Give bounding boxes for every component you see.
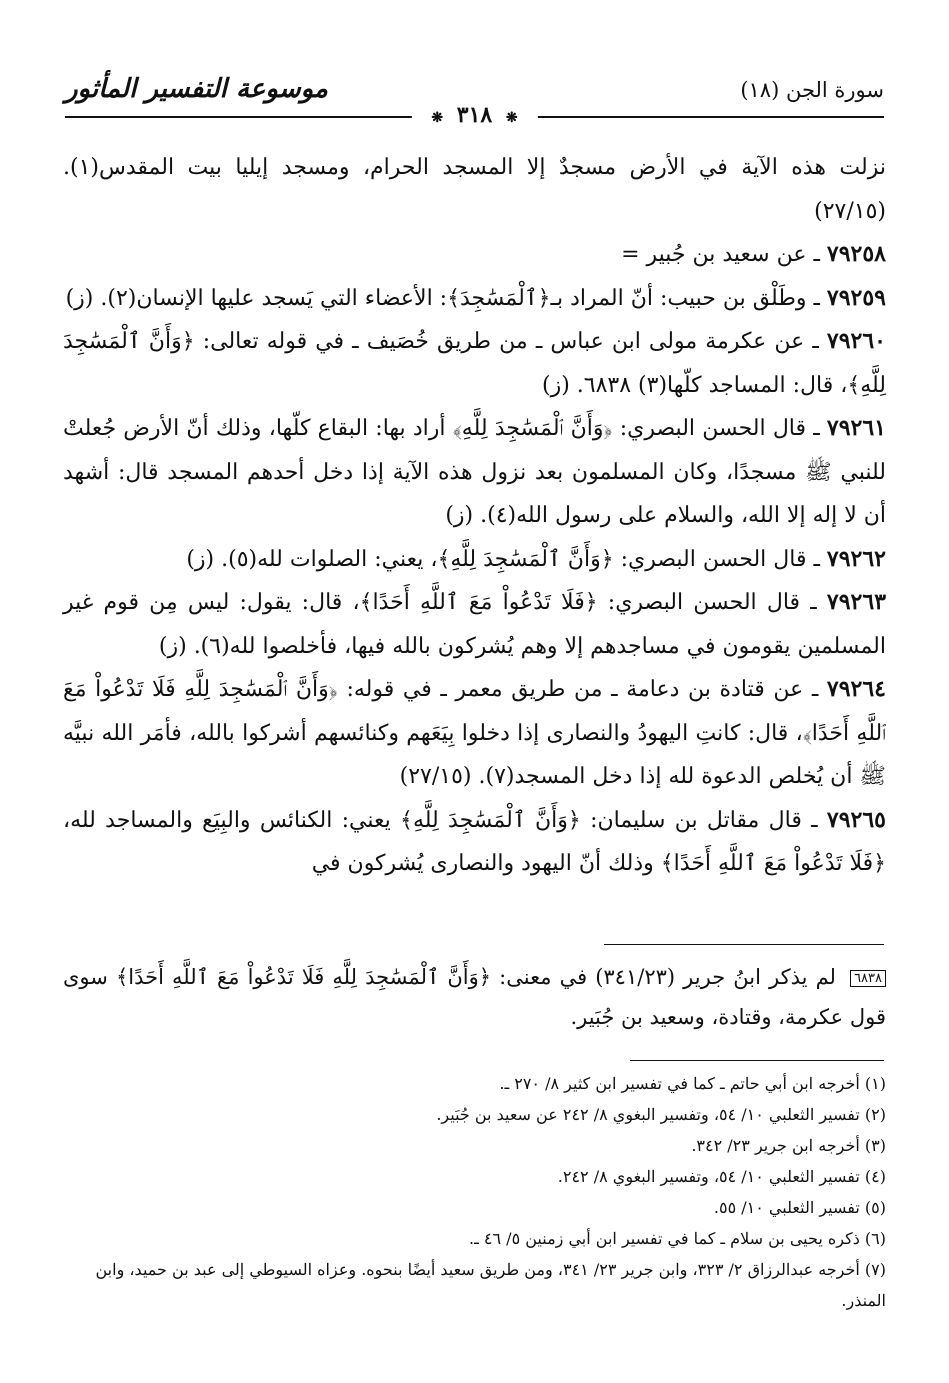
ornament-icon: ❋ (505, 110, 518, 126)
paragraph: ٧٩٢٦١ ـ قال الحسن البصري: ﴿وَأَنَّ ٱلْمَسَٰجِدَ لِلَّهِ﴾ أراد بها: البقاع كلّها، وذلك أنّ الأرض جُعلتْ للنبي ﷺ مسجدًا، وكان المسلمون بعد نزول هذه الآية إذا دخل أحدهم المسجد قال: أشهد أن لا إله إلا الله، والسلام على رسول الله(٤). (ز) (63, 415, 886, 528)
narration-number: ٧٩٢٦٢ (826, 545, 886, 572)
narration-number: ٧٩٢٦١ (826, 415, 886, 441)
narration-number: ٧٩٢٥٩ (826, 284, 886, 311)
paragraph: ٧٩٢٥٩ ـ وطَلْق بن حبيب: أنّ المراد بـ﴿ٱلْمَسَٰجِدَ﴾: الأعضاء التي يَسجد عليها الإنسان(٢). (ز) (65, 284, 886, 311)
book-title: موسوعة التفسير المأثور (65, 74, 328, 104)
paragraph: ٧٩٢٦٠ ـ عن عكرمة مولى ابن عباس ـ من طريق خُصَيف ـ في قوله تعالى: ﴿وَأَنَّ ٱلْمَسَٰجِدَ لِلَّهِ﴾، قال: المساجد كلّها(٣) ٦٨٣٨. (ز) (63, 328, 886, 398)
paragraph: ٧٩٢٦٥ ـ قال مقاتل بن سليمان: ﴿وَأَنَّ ٱلْمَسَٰجِدَ لِلَّهِ﴾ يعني: الكنائس والبِيَع والمساجد لله، ﴿فَلَا تَدْعُواْ مَعَ ٱللَّهِ أَحَدًا﴾ وذلك أنّ اليهود والنصارى يُشركون في (63, 806, 886, 876)
footnote-separator (630, 1060, 884, 1061)
ornament-icon: ❋ (431, 110, 444, 126)
paragraph: ٧٩٢٦٤ ـ عن قتادة بن دعامة ـ من طريق معمر ـ في قوله: ﴿وَأَنَّ ٱلْمَسَٰجِدَ لِلَّهِ فَلَا تَدْعُواْ مَعَ ٱللَّهِ أَحَدًا﴾، قال: كانتِ اليهودُ والنصارى إذا دخلوا بِيَعَهم وكنائسهم أشركوا بالله، فأمَر الله نبيَّه ﷺ أن يُخلص الدعوة لله إذا دخل المسجد(٧). (٢٧/١٥) (63, 676, 886, 789)
narration-number: ٧٩٢٦٤ (826, 676, 886, 702)
surah-title: سورة الجن (١٨) (740, 78, 884, 102)
narration-number: ٧٩٢٦٠ (826, 328, 886, 354)
page-header (65, 70, 884, 126)
main-text (63, 146, 886, 886)
page-number-box (411, 102, 537, 128)
footnotes (63, 1068, 886, 1316)
footnote: (٣) أخرجه ابن جرير ٢٣/ ٣٤٢. (691, 1136, 886, 1155)
footnote: (٧) أخرجه عبدالرزاق ٢/ ٣٢٣، وابن جرير ٢٣/ ٣٤١، ومن طريق سعيد أيضًا بنحوه. وعزاه السيوطي إلى عبد بن حميد، وابن المنذر. (95, 1260, 886, 1310)
footnote: (٢) تفسير الثعلبي ١٠/ ٥٤، وتفسير البغوي ٨/ ٢٤٢ عن سعيد بن جُبَير. (436, 1105, 886, 1124)
narration-number: ٧٩٢٥٨ (826, 241, 886, 267)
paragraph: ٧٩٢٦٢ ـ قال الحسن البصري: ﴿وَأَنَّ ٱلْمَسَٰجِدَ لِلَّهِ﴾، يعني: الصلوات لله(٥). (ز) (186, 545, 886, 572)
paragraph: ٧٩٢٥٨ ـ عن سعيد بن جُبير = (621, 241, 886, 267)
narration-number: ٧٩٢٦٣ (826, 589, 887, 615)
footnote: (١) أخرجه ابن أبي حاتم ـ كما في تفسير ابن كثير ٨/ ٢٧٠ ـ. (499, 1074, 886, 1093)
paragraph: ٧٩٢٦٣ ـ قال الحسن البصري: ﴿فَلَا تَدْعُواْ مَعَ ٱللَّهِ أَحَدًا﴾، قال: يقول: ليس مِن قوم غير المسلمين يقومون في مساجدهم إلا وهم يُشركون بالله فيها، فأخلصوا لله(٦). (ز) (63, 589, 887, 659)
commentary-note (63, 958, 886, 1037)
note-separator (604, 944, 884, 945)
note-text: لم يذكر ابنُ جرير (٣٤١/٢٣) في معنى: ﴿وَأَنَّ ٱلْمَسَٰجِدَ لِلَّهِ فَلَا تَدْعُواْ مَعَ ٱللَّهِ أَحَدًا﴾ سوى قول عكرمة، وقتادة، وسعيد بن جُبَير. (63, 965, 886, 1029)
footnote: (٥) تفسير الثعلبي ١٠/ ٥٥. (713, 1198, 886, 1217)
page-number: ٣١٨ (456, 102, 493, 128)
narration-number: ٧٩٢٦٥ (826, 806, 886, 833)
footnote: (٤) تفسير الثعلبي ١٠/ ٥٤، وتفسير البغوي ٨/ ٢٤٢. (557, 1167, 886, 1186)
note-ref-box: ٦٨٣٨ (850, 970, 886, 987)
footnote: (٦) ذكره يحيى بن سلام ـ كما في تفسير ابن أبي زمنين ٥/ ٤٦ ـ. (469, 1229, 886, 1248)
paragraph: نزلت هذه الآية في الأرض مسجدٌ إلا المسجد الحرام، ومسجد إيليا بيت المقدس(١). (٢٧/١٥) (63, 155, 886, 224)
